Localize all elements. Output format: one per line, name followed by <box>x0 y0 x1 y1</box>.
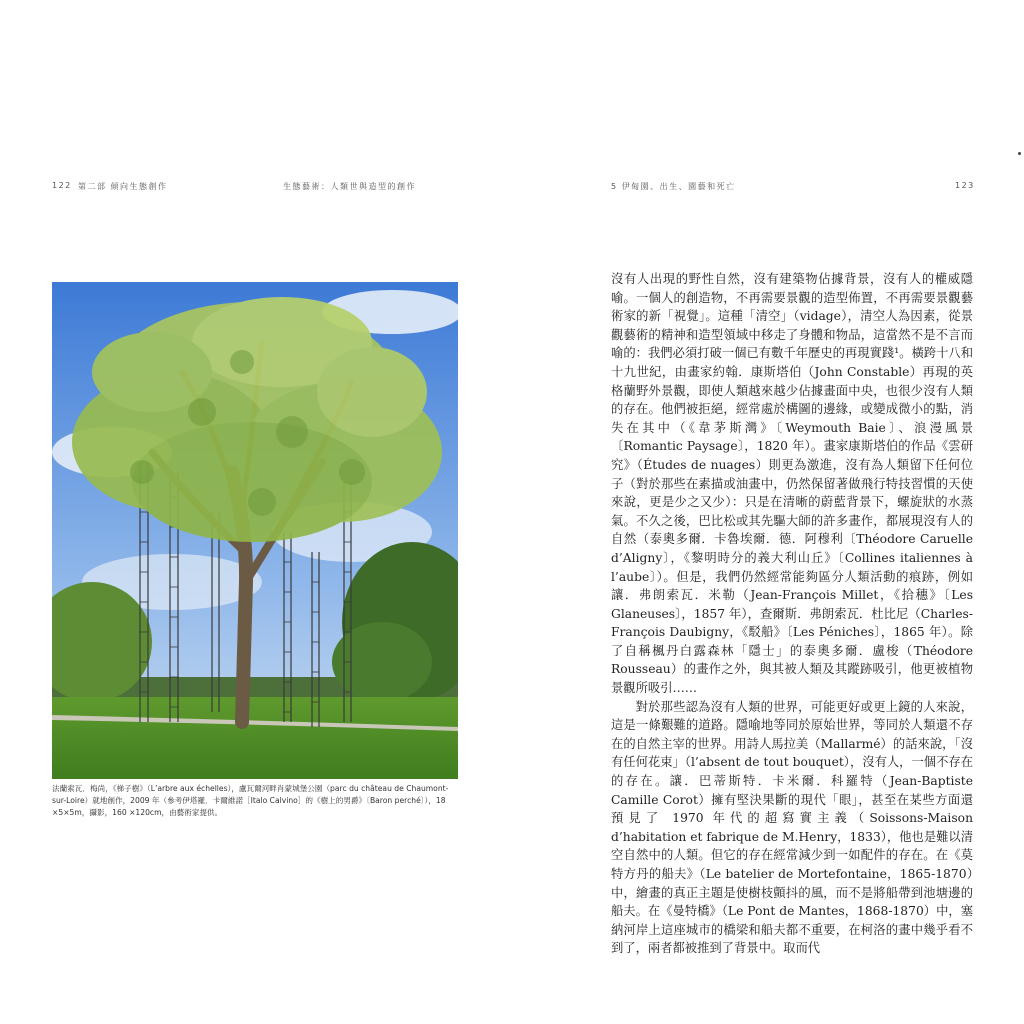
right-running-head-chapter: 5 伊甸園、出生、園藝和死亡 <box>611 182 736 191</box>
left-page-number: 122 <box>52 181 72 190</box>
left-running-head-part: 第二部 傾向生態創作 <box>78 182 168 191</box>
right-page-number: 123 <box>955 181 975 190</box>
tree-with-ladders-photo <box>52 282 458 779</box>
paragraph-2: 對於那些認為沒有人類的世界，可能更好或更上鏡的人來說，這是一條艱難的道路。隱喻地等同於原始世界，等同於人類還不存在的自然主宰的世界。用詩人馬拉美（Mallarmé）的話來說，「沒有任何花束」（l’absent de tout bouquet），沒有人，一個不存在的存在。讓．巴蒂斯特．卡米爾．科羅特（Jean-Baptiste Camille Corot）擁有堅決果斷的現代「眼」，甚至在某些方面還預見了 1970 年代的超寫實主義（Soissons-Maison d’habitation et fabrique de M.Henry，1833），他也是難以清空自然中的人類。但它的存在經常減少到一如配件的存在。在《莫特方丹的船夫》（Le batelier de Mortefontaine，1865-1870）中，繪畫的真正主題是使樹枝顫抖的風，而不是將船帶到池塘邊的船夫。在《曼特橋》（Le Pont de Mantes，1868-1870）中，塞納河岸上這座城市的橋梁和船夫都不重要，在柯洛的畫中幾乎看不到了，兩者都被推到了背景中。取而代 <box>611 699 974 956</box>
paragraph-1: 沒有人出現的野性自然，沒有建築物佔據背景，沒有人的權威隱喻。一個人的創造物，不再需要景觀的造型佈置，不再需要景觀藝術家的新「視覺」。這種「清空」（vidage），清空人為因素，從景觀藝術的精神和造型領域中移走了身體和物品，這當然不是不言而喻的：我們必須打破一個已有數千年歷史的再現實踐¹。橫跨十八和十九世紀，由畫家約翰．康斯塔伯（John Constable）再現的英格蘭野外景觀，即使人類越來越少佔據畫面中央，也很少沒有人類的存在。他們被拒絕，經常處於構圖的邊緣，或變成微小的點，消失在其中（《韋茅斯灣》〔Weymouth Baie〕、浪漫風景〔Romantic Paysage〕，1820 年）。畫家康斯塔伯的作品《雲研究》（Études de nuages）則更為激進，沒有為人類留下任何位子（對於那些在素描或油畫中，仍然保留著做飛行特技習慣的天使來說，更是少之又少）：只是在清晰的蔚藍背景下，螺旋狀的水蒸氣。不久之後，巴比松或其先驅大師的許多畫作，都展現沒有人的自然（泰奧多爾．卡魯埃爾．德．阿穆利〔Théodore Caruelle d’Aligny〕，《黎明時分的義大利山丘》〔Collines italiennes à l’aube〕）。但是，我們仍然經常能夠區分人類活動的痕跡，例如讓．弗朗索瓦．米勒（Jean-François Millet，《拾穗》〔Les Glaneuses〕，1857 年），查爾斯．弗朗索瓦．杜比尼（Charles-François Daubigny，《駁船》〔Les Péniches〕，1865 年）。除了自稱楓丹白露森林「隱士」的泰奧多爾．盧梭（Théodore Rousseau）的畫作之外，與其被人類及其蹤跡吸引，他更被植物景觀所吸引…… <box>611 272 973 696</box>
main-body-text <box>611 270 973 958</box>
left-running-head-chapter: 生態藝術：人類世與造型的創作 <box>283 182 416 191</box>
page-edge-mark <box>1018 152 1021 155</box>
figure-caption: 法蘭索瓦．梅尚，《梯子樹》（L’arbre aux échelles），盧瓦爾河畔肖蒙城堡公園（parc du château de Chaumont-sur-Loire）就地創作，2009 年（參考伊塔羅．卡爾維諾［Italo Calvino］的《樹上的男爵》〔Baron perché〕），18 ×5×5m，攝影，160 ×120cm，由藝術家提供。 <box>52 784 449 817</box>
